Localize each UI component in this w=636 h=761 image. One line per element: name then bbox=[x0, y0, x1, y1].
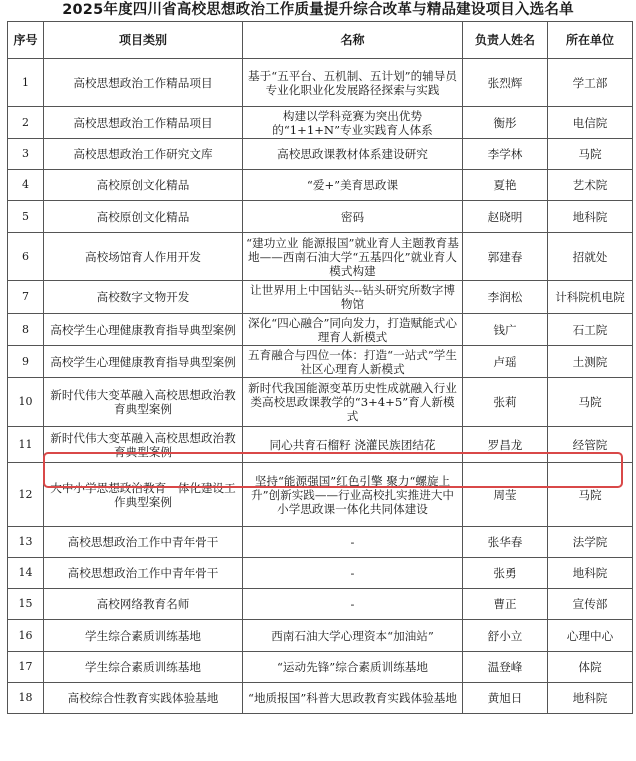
cell-num: 5 bbox=[8, 201, 44, 233]
cell-num: 1 bbox=[8, 59, 44, 107]
cell-unit: 马院 bbox=[548, 378, 633, 427]
cell-unit: 法学院 bbox=[548, 527, 633, 558]
header-name: 名称 bbox=[243, 22, 463, 59]
table-row bbox=[8, 139, 633, 170]
cell-category: 高校思想政治工作研究文库 bbox=[44, 139, 243, 170]
table-row bbox=[8, 201, 633, 233]
table-row bbox=[8, 683, 633, 714]
cell-name: 西南石油大学心理资本“加油站” bbox=[243, 620, 463, 652]
table-row bbox=[8, 170, 633, 201]
cell-num: 8 bbox=[8, 314, 44, 346]
cell-name: 五育融合与四位一体：打造“一站式”学生社区心理育人新模式 bbox=[243, 346, 463, 378]
cell-name: - bbox=[243, 527, 463, 558]
project-table bbox=[7, 21, 633, 714]
cell-num: 2 bbox=[8, 107, 44, 139]
cell-leader: 罗昌龙 bbox=[463, 427, 548, 463]
cell-leader: 舒小立 bbox=[463, 620, 548, 652]
cell-name: 高校思政课教材体系建设研究 bbox=[243, 139, 463, 170]
cell-num: 12 bbox=[8, 463, 44, 527]
cell-category: 新时代伟大变革融入高校思想政治教育典型案例 bbox=[44, 427, 243, 463]
cell-leader: 周莹 bbox=[463, 463, 548, 527]
cell-unit: 宣传部 bbox=[548, 589, 633, 620]
cell-leader: 衡彤 bbox=[463, 107, 548, 139]
table-body bbox=[8, 59, 633, 714]
cell-category: 高校原创文化精品 bbox=[44, 201, 243, 233]
cell-name: “爱+”美育思政课 bbox=[243, 170, 463, 201]
table-header bbox=[8, 22, 633, 59]
cell-category: 高校综合性教育实践体验基地 bbox=[44, 683, 243, 714]
cell-name: 深化“四心融合”同向发力，打造赋能式心理育人新模式 bbox=[243, 314, 463, 346]
cell-unit: 地科院 bbox=[548, 683, 633, 714]
table-row bbox=[8, 652, 633, 683]
header-row bbox=[8, 22, 633, 59]
cell-num: 17 bbox=[8, 652, 44, 683]
cell-category: 高校数字文物开发 bbox=[44, 281, 243, 314]
cell-leader: 夏艳 bbox=[463, 170, 548, 201]
cell-unit: 体院 bbox=[548, 652, 633, 683]
cell-category: 大中小学思想政治教育一体化建设工作典型案例 bbox=[44, 463, 243, 527]
cell-num: 15 bbox=[8, 589, 44, 620]
cell-name: 构建以学科竞赛为突出优势的“1+1+N”专业实践育人体系 bbox=[243, 107, 463, 139]
cell-name: “地质报国”科普大思政教育实践体验基地 bbox=[243, 683, 463, 714]
cell-leader: 张华春 bbox=[463, 527, 548, 558]
cell-category: 高校原创文化精品 bbox=[44, 170, 243, 201]
cell-num: 4 bbox=[8, 170, 44, 201]
cell-leader: 郭建春 bbox=[463, 233, 548, 281]
cell-category: 高校思想政治工作中青年骨干 bbox=[44, 558, 243, 589]
cell-name: - bbox=[243, 558, 463, 589]
cell-num: 6 bbox=[8, 233, 44, 281]
table-row bbox=[8, 463, 633, 527]
cell-leader: 温登峰 bbox=[463, 652, 548, 683]
cell-name: “运动先锋”综合素质训练基地 bbox=[243, 652, 463, 683]
cell-unit: 经管院 bbox=[548, 427, 633, 463]
table-row bbox=[8, 233, 633, 281]
cell-num: 14 bbox=[8, 558, 44, 589]
cell-leader: 赵晓明 bbox=[463, 201, 548, 233]
cell-category: 高校思想政治工作精品项目 bbox=[44, 59, 243, 107]
cell-category: 高校学生心理健康教育指导典型案例 bbox=[44, 346, 243, 378]
cell-name: “建功立业 能源报国”就业育人主题教育基地——西南石油大学“五基四化”就业育人模式构建 bbox=[243, 233, 463, 281]
cell-num: 11 bbox=[8, 427, 44, 463]
table-row bbox=[8, 558, 633, 589]
cell-leader: 李润松 bbox=[463, 281, 548, 314]
cell-category: 高校思想政治工作中青年骨干 bbox=[44, 527, 243, 558]
cell-num: 7 bbox=[8, 281, 44, 314]
cell-category: 学生综合素质训练基地 bbox=[44, 652, 243, 683]
cell-unit: 马院 bbox=[548, 463, 633, 527]
cell-name: 让世界用上中国钻头--钻头研究所数字博物馆 bbox=[243, 281, 463, 314]
header-unit: 所在单位 bbox=[548, 22, 633, 59]
cell-name: 基于“五平台、五机制、五计划”的辅导员专业化职业化发展路径探索与实践 bbox=[243, 59, 463, 107]
cell-unit: 学工部 bbox=[548, 59, 633, 107]
cell-unit: 艺术院 bbox=[548, 170, 633, 201]
cell-category: 高校网络教育名师 bbox=[44, 589, 243, 620]
cell-category: 学生综合素质训练基地 bbox=[44, 620, 243, 652]
table-row bbox=[8, 346, 633, 378]
cell-unit: 石工院 bbox=[548, 314, 633, 346]
table-row bbox=[8, 314, 633, 346]
header-no: 序号 bbox=[8, 22, 44, 59]
cell-leader: 张勇 bbox=[463, 558, 548, 589]
cell-unit: 马院 bbox=[548, 139, 633, 170]
cell-category: 高校场馆育人作用开发 bbox=[44, 233, 243, 281]
cell-name: 密码 bbox=[243, 201, 463, 233]
cell-leader: 黄旭日 bbox=[463, 683, 548, 714]
cell-unit: 计科院机电院 bbox=[548, 281, 633, 314]
cell-name: 坚持“能源强国”红色引擎 聚力“螺旋上升”创新实践——行业高校扎实推进大中小学思政课一体化共同体建设 bbox=[243, 463, 463, 527]
cell-unit: 心理中心 bbox=[548, 620, 633, 652]
header-category: 项目类别 bbox=[44, 22, 243, 59]
cell-leader: 曹正 bbox=[463, 589, 548, 620]
cell-name: 同心共育石榴籽 浇灌民族团结花 bbox=[243, 427, 463, 463]
cell-leader: 钱广 bbox=[463, 314, 548, 346]
cell-num: 18 bbox=[8, 683, 44, 714]
table-row bbox=[8, 378, 633, 427]
page-title: 2025年度四川省高校思想政治工作质量提升综合改革与精品建设项目入选名单 bbox=[62, 2, 574, 18]
cell-leader: 张莉 bbox=[463, 378, 548, 427]
cell-unit: 土测院 bbox=[548, 346, 633, 378]
table-row bbox=[8, 427, 633, 463]
table-row bbox=[8, 107, 633, 139]
cell-num: 13 bbox=[8, 527, 44, 558]
cell-num: 10 bbox=[8, 378, 44, 427]
header-leader: 负责人姓名 bbox=[463, 22, 548, 59]
cell-num: 16 bbox=[8, 620, 44, 652]
table-row bbox=[8, 589, 633, 620]
cell-category: 新时代伟大变革融入高校思想政治教育典型案例 bbox=[44, 378, 243, 427]
table-row bbox=[8, 59, 633, 107]
cell-unit: 招就处 bbox=[548, 233, 633, 281]
cell-unit: 地科院 bbox=[548, 558, 633, 589]
cell-name: 新时代我国能源变革历史性成就融入行业类高校思政课教学的“3+4+5”育人新模式 bbox=[243, 378, 463, 427]
cell-category: 高校学生心理健康教育指导典型案例 bbox=[44, 314, 243, 346]
cell-leader: 张烈辉 bbox=[463, 59, 548, 107]
table-row bbox=[8, 620, 633, 652]
cell-name: - bbox=[243, 589, 463, 620]
cell-leader: 李学林 bbox=[463, 139, 548, 170]
cell-leader: 卢瑶 bbox=[463, 346, 548, 378]
cell-category: 高校思想政治工作精品项目 bbox=[44, 107, 243, 139]
cell-unit: 电信院 bbox=[548, 107, 633, 139]
cell-unit: 地科院 bbox=[548, 201, 633, 233]
table-row bbox=[8, 527, 633, 558]
cell-num: 9 bbox=[8, 346, 44, 378]
table-row bbox=[8, 281, 633, 314]
cell-num: 3 bbox=[8, 139, 44, 170]
